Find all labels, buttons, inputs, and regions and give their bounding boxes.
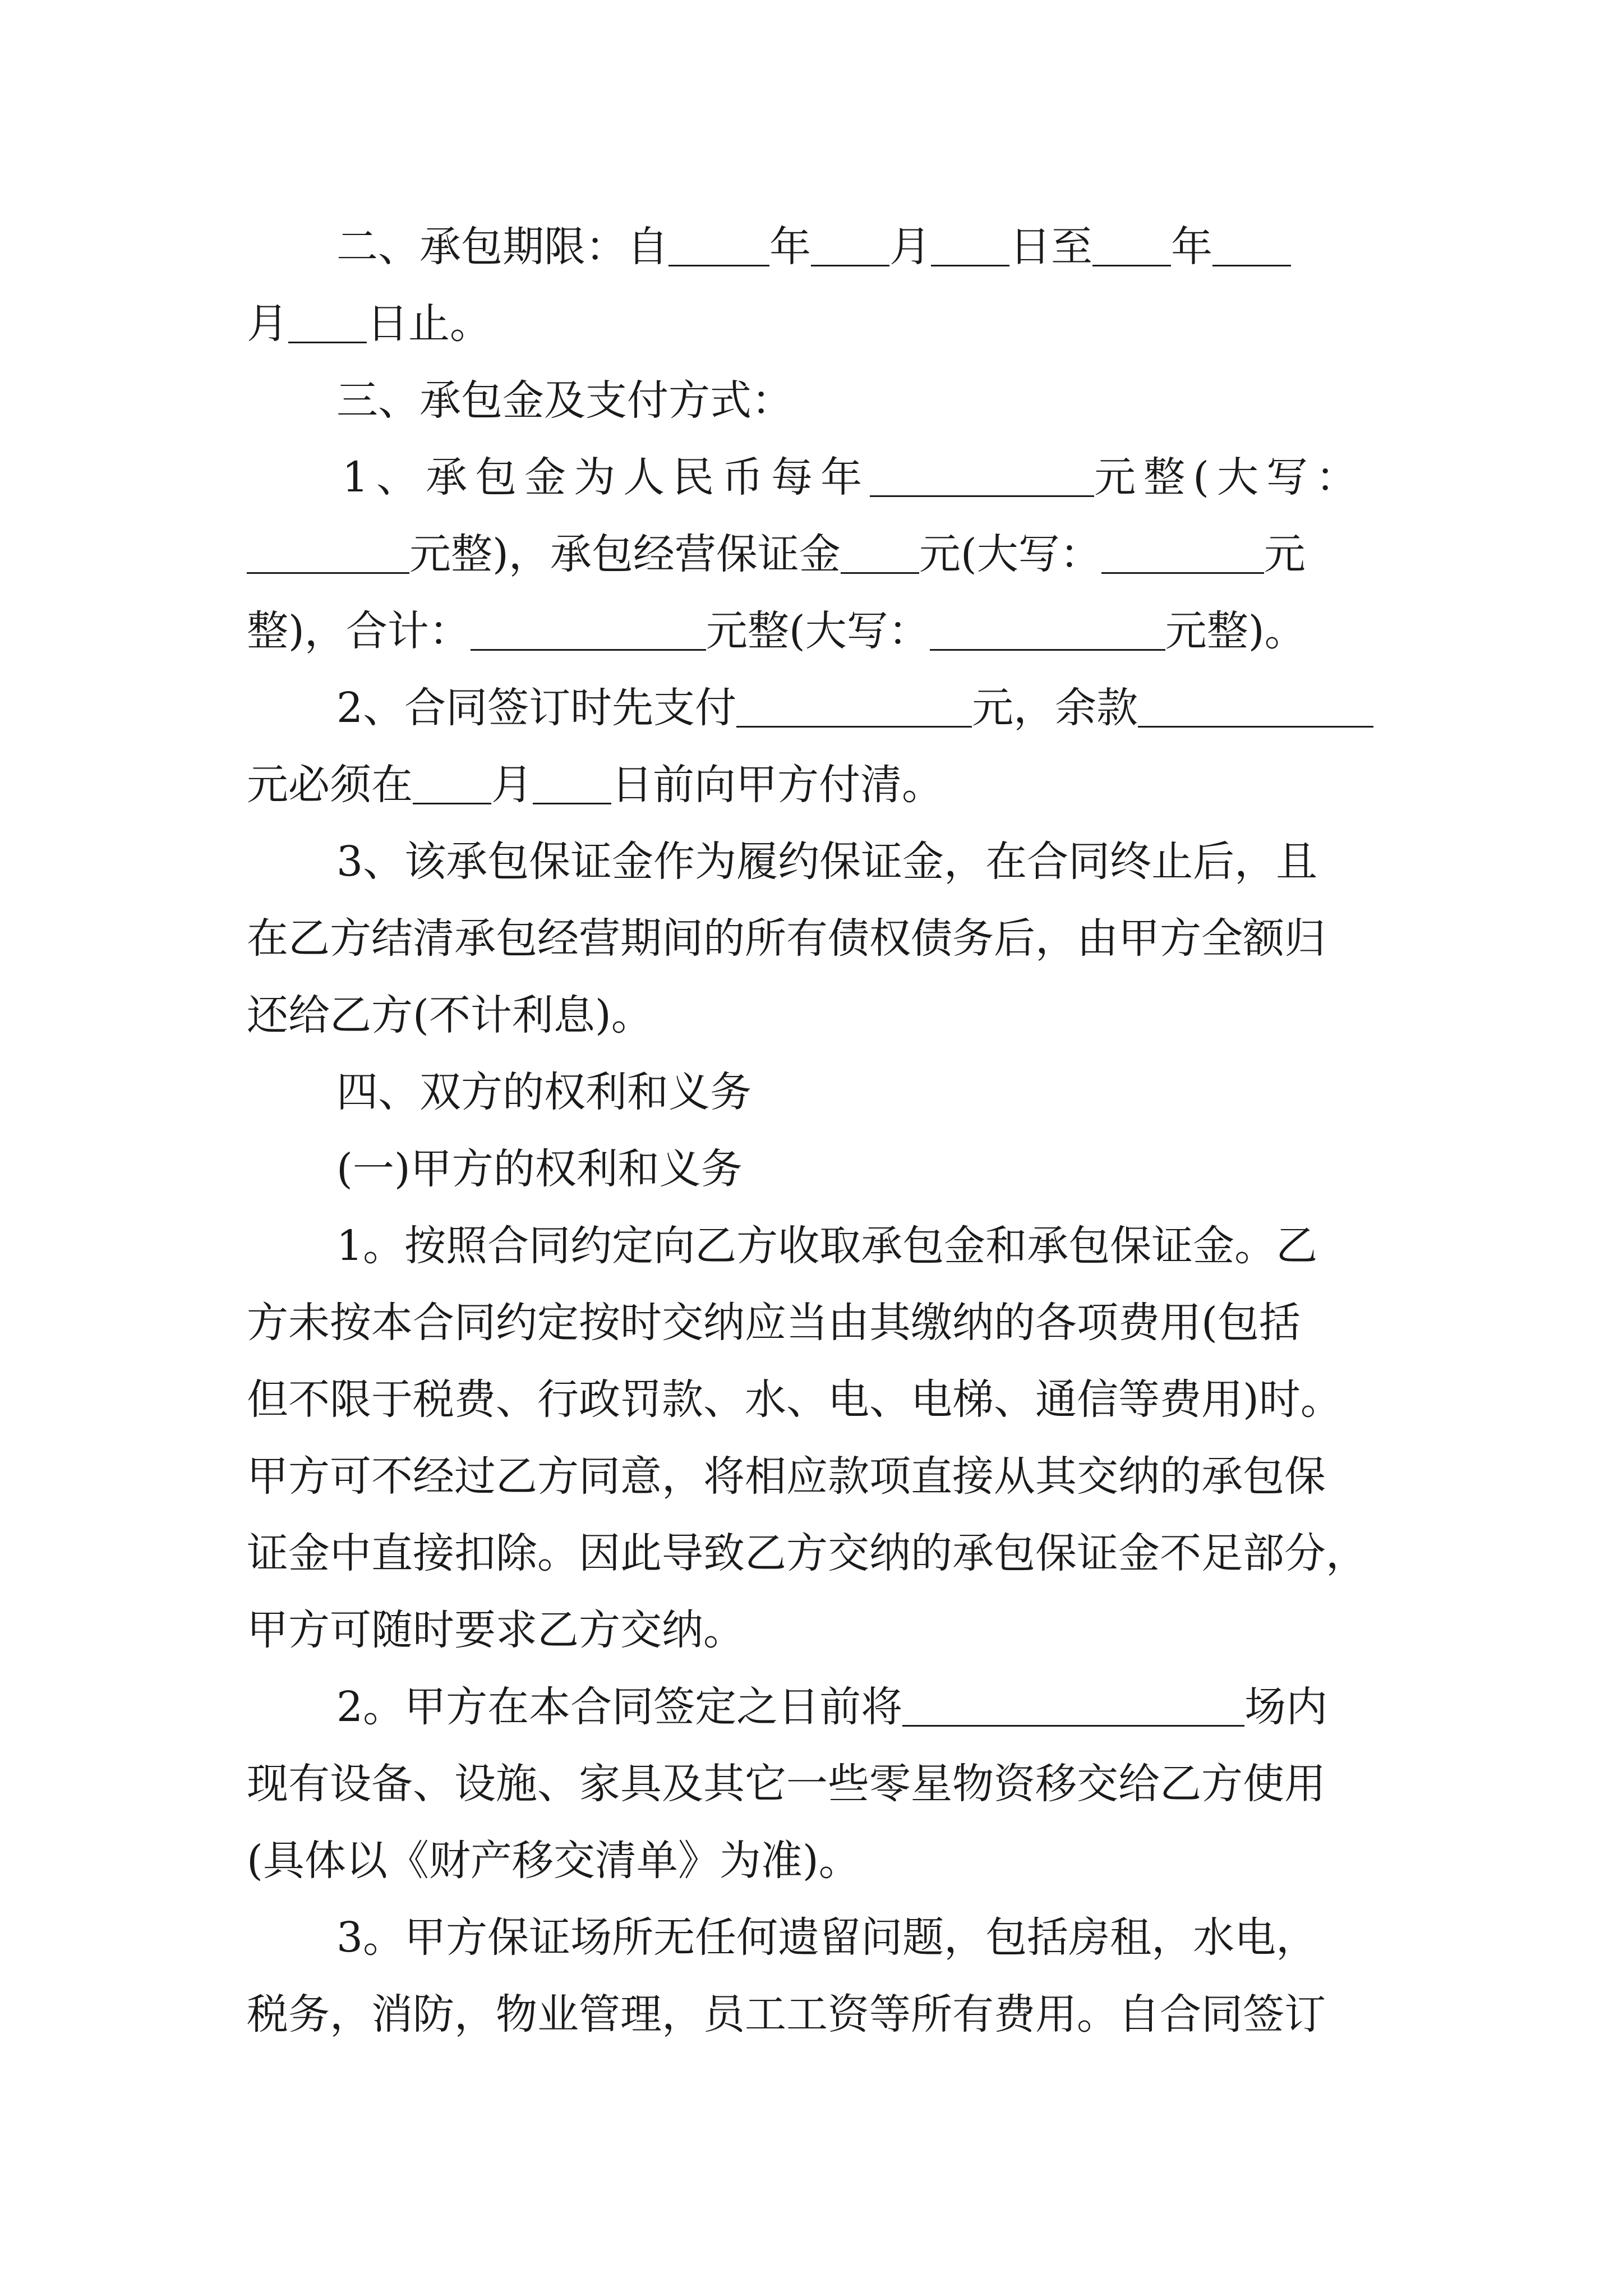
blank-field: [841, 572, 919, 574]
paragraph-line: 1。按照合同约定向乙方收取承包金和承包保证金。乙: [336, 1222, 1318, 1270]
paragraph-line: 方未按本合同约定按时交纳应当由其缴纳的各项费用(包括: [247, 1299, 1301, 1347]
blank-field: [1092, 264, 1171, 266]
paragraph-line: 3。甲方保证场所无任何遗留问题，包括房租，水电，: [336, 1913, 1318, 1962]
blank-field: [288, 341, 367, 343]
blank-field: [811, 264, 889, 266]
blank-field: [870, 495, 1094, 497]
paragraph-line: (具体以《财产移交清单》为准)。: [247, 1837, 860, 1885]
paragraph-line: 还给乙方(不计利息)。: [247, 991, 653, 1039]
paragraph-line: 税务，消防，物业管理，员工工资等所有费用。自合同签订: [247, 1990, 1326, 2039]
term-line: 二、承包期限：自 年 月 日至 年: [336, 213, 1402, 280]
paragraph-line: 1、承包金为人民币每年 元整(大写：: [342, 453, 1365, 501]
paragraph-line: 整)，合计： 元整(大写： 元整)。: [247, 607, 1306, 655]
paragraph-line: 2、合同签订时先支付 元，余款: [336, 674, 1402, 742]
section-heading: 三、承包金及支付方式：: [336, 376, 793, 425]
blank-field: [930, 648, 1165, 651]
section-heading: 四、双方的权利和义务: [336, 1068, 751, 1116]
paragraph-line: 现有设备、设施、家具及其它一些零星物资移交给乙方使用: [247, 1760, 1326, 1808]
blank-field: [471, 648, 706, 651]
blank-field: [736, 725, 972, 728]
paragraph-line: 2。甲方在本合同签定之日前将 场内: [336, 1683, 1328, 1731]
blank-field: [1212, 264, 1291, 266]
blank-field: [413, 802, 491, 804]
paragraph-line: 但不限于税费、行政罚款、水、电、电梯、通信等费用)时。: [247, 1375, 1342, 1424]
paragraph-line: 3、该承包保证金作为履约保证金，在合同终止后，且: [336, 838, 1318, 886]
subsection-heading: (一)甲方的权利和义务: [336, 1145, 743, 1193]
paragraph-line: 元整)，承包经营保证金 元(大写： 元: [247, 521, 1402, 588]
blank-field: [247, 572, 409, 574]
blank-field: [668, 264, 769, 266]
paragraph-line: 甲方可不经过乙方同意，将相应款项直接从其交纳的承包保: [247, 1452, 1326, 1501]
paragraph-line: 在乙方结清承包经营期间的所有债权债务后，由甲方全额归: [247, 914, 1326, 963]
blank-field: [1101, 572, 1264, 574]
paragraph-line: 甲方可随时要求乙方交纳。: [247, 1606, 745, 1654]
blank-field: [533, 802, 611, 804]
term-line-cont: 月 日止。: [247, 300, 491, 348]
blank-field: [931, 264, 1009, 266]
paragraph-line: 元必须在 月 日前向甲方付清。: [247, 761, 943, 809]
blank-field: [1138, 725, 1373, 728]
paragraph-line: 证金中直接扣除。因此导致乙方交纳的承包保证金不足部分，: [247, 1529, 1367, 1577]
blank-field: [902, 1724, 1244, 1727]
